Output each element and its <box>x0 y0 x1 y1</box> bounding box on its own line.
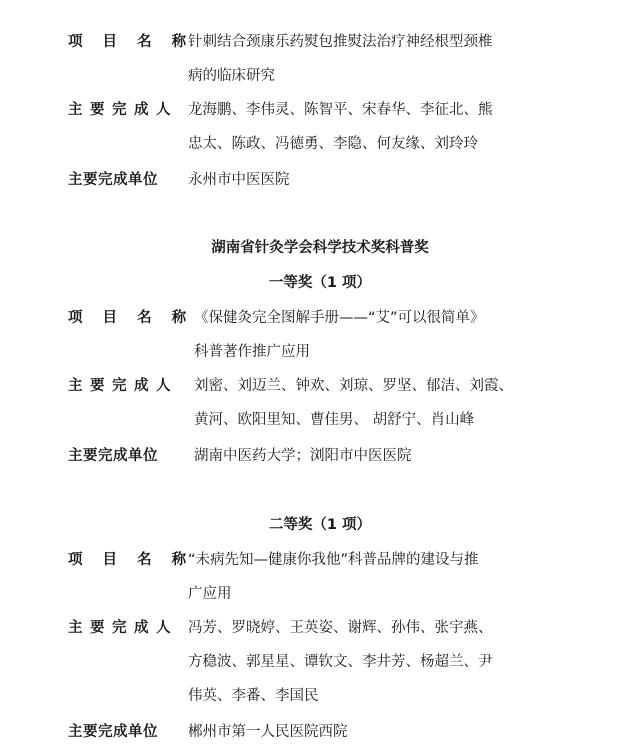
contributors-line-1: 刘密、刘迈兰、钟欢、刘琼、罗坚、郁洁、刘霞、 <box>194 378 513 394</box>
second-prize-heading: 二等奖（1 项） <box>268 517 372 533</box>
contributors-line-2: 黄河、欧阳里知、曹佳男、 胡舒宁、肖山峰 <box>194 412 475 428</box>
unit-value: 永州市中医医院 <box>188 172 290 188</box>
section-title: 湖南省针灸学会科学技术奖科普奖 <box>211 240 429 256</box>
project-name-line-2: 科普著作推广应用 <box>194 344 310 360</box>
project-name-line-2: 病的临床研究 <box>188 68 275 84</box>
contributors-line-1: 冯芳、罗晓婷、王英姿、谢辉、孙伟、张宇燕、 <box>188 620 493 636</box>
contributors-line-3: 伟英、李番、李国民 <box>188 688 319 704</box>
label-main-unit: 主要完成单位 <box>68 724 158 740</box>
label-project-name: 项 目 名 称 <box>68 552 194 568</box>
first-prize-heading: 一等奖（1 项） <box>268 275 372 291</box>
label-main-unit: 主要完成单位 <box>68 172 158 188</box>
project-name-line-2: 广应用 <box>188 586 232 602</box>
contributors-line-1: 龙海鹏、李伟灵、陈智平、宋春华、李征北、熊 <box>188 102 493 118</box>
contributors-line-2: 忠太、陈政、冯德勇、李隐、何友缘、刘玲玲 <box>188 136 478 152</box>
label-project-name: 项 目 名 称 <box>68 34 194 50</box>
project-name-line-1: “未病先知—健康你我他”科普品牌的建设与推 <box>188 552 479 568</box>
unit-value: 郴州市第一人民医院西院 <box>188 724 348 740</box>
label-main-contributors: 主要完成人 <box>68 102 178 118</box>
project-name-line-1: 针刺结合颈康乐药熨包推熨法治疗神经根型颈椎 <box>188 34 493 50</box>
label-main-contributors: 主要完成人 <box>68 378 178 394</box>
contributors-line-2: 方稳波、郭星星、谭钦文、李井芳、杨超兰、尹 <box>188 654 493 670</box>
unit-value: 湖南中医药大学；浏阳市中医医院 <box>194 448 412 464</box>
label-main-contributors: 主要完成人 <box>68 620 178 636</box>
label-project-name: 项 目 名 称 <box>68 310 194 326</box>
project-name-line-1: 《保健灸完全图解手册——“艾”可以很简单》 <box>194 310 485 326</box>
label-main-unit: 主要完成单位 <box>68 448 158 464</box>
